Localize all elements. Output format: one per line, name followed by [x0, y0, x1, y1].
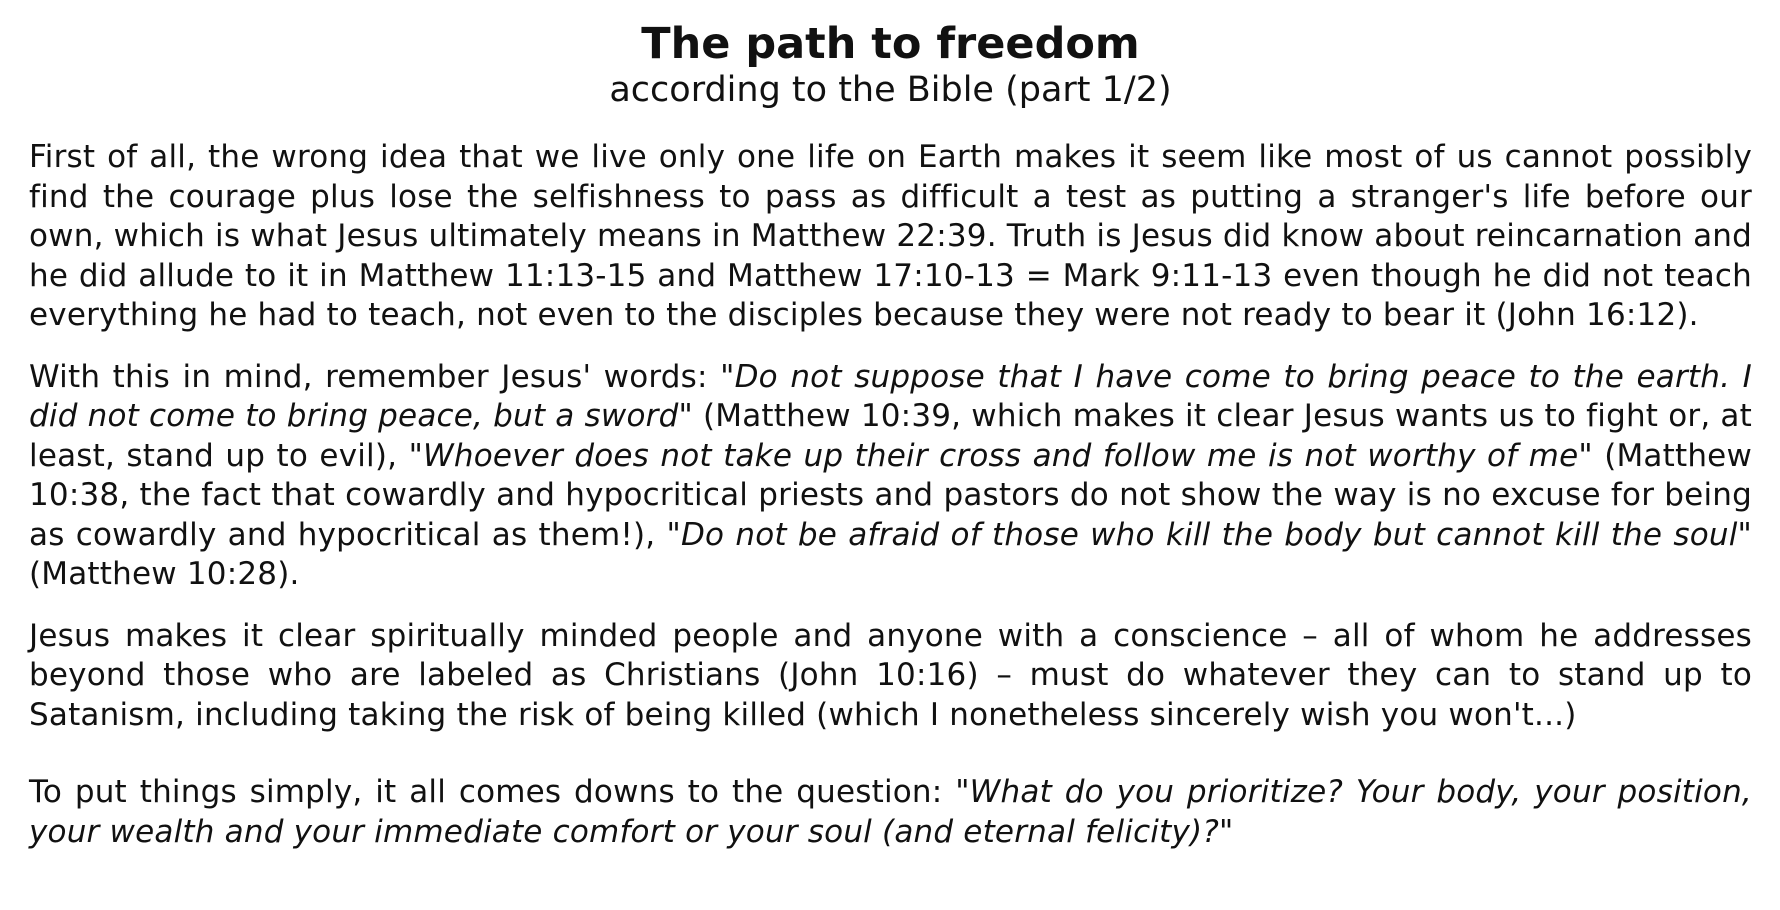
paragraph-text: (Matthew 10:38, the fact that cowardly and hypocritical priests and pastors do not show the way is no excuse for being as cowardly and hypocritical as them!),	[29, 437, 1753, 553]
quote-sword: "Do not suppose that I have come to bring peace to the earth. I did not come to bring peace, but a sword"	[29, 358, 1752, 434]
paragraph-reincarnation	[29, 138, 1752, 336]
document-title: The path to freedom	[641, 19, 1140, 69]
paragraph-text: Jesus makes it clear spiritually minded people and anyone with a conscience – all of whom he addresses beyond those who are labeled as Christians (John 10:16) – must do whatever they can to stand up to Satanism, including taking the risk of being killed (which I nonetheless sincerely wish you won't...)	[29, 617, 1752, 733]
paragraph-text: (Matthew 10:28).	[29, 556, 300, 592]
quote-prioritize: "What do you prioritize? Your body, your position, your wealth and your immediate comfort or your soul (and eternal felicity)?"	[29, 774, 1752, 850]
quote-cross: "Whoever does not take up their cross and follow me is not worthy of me"	[408, 437, 1593, 474]
paragraph-conscience	[29, 617, 1752, 736]
quote-soul: "Do not be afraid of those who kill the body but cannot kill the soul"	[666, 516, 1752, 553]
paragraph-question	[29, 773, 1752, 852]
paragraph-text: With this in mind, remember Jesus' words:	[29, 358, 721, 395]
paragraph-text: First of all, the wrong idea that we live only one life on Earth makes it seem like most of us cannot possibly find the courage plus lose the selfishness to pass as difficult a test as putting a stranger's life before our own, which is what Jesus ultimately means in Matthew 22:39. Truth is Jesus did know about reincarnation and he did allude to it in Matthew 11:13-15 and Matthew 17:10-13 = Mark 9:11-13 even though he did not teach everything he had to teach, not even to the disciples because they were not ready to bear it (John 16:12).	[29, 139, 1752, 333]
paragraph-text: To put things simply, it all comes downs to the question:	[29, 774, 956, 810]
paragraph-text: (Matthew 10:39, which makes it clear Jesus wants us to fight or, at least, stand up to evil),	[29, 398, 1752, 474]
paragraph-jesus-words	[29, 358, 1752, 595]
document-subtitle: according to the Bible (part 1/2)	[609, 70, 1172, 110]
